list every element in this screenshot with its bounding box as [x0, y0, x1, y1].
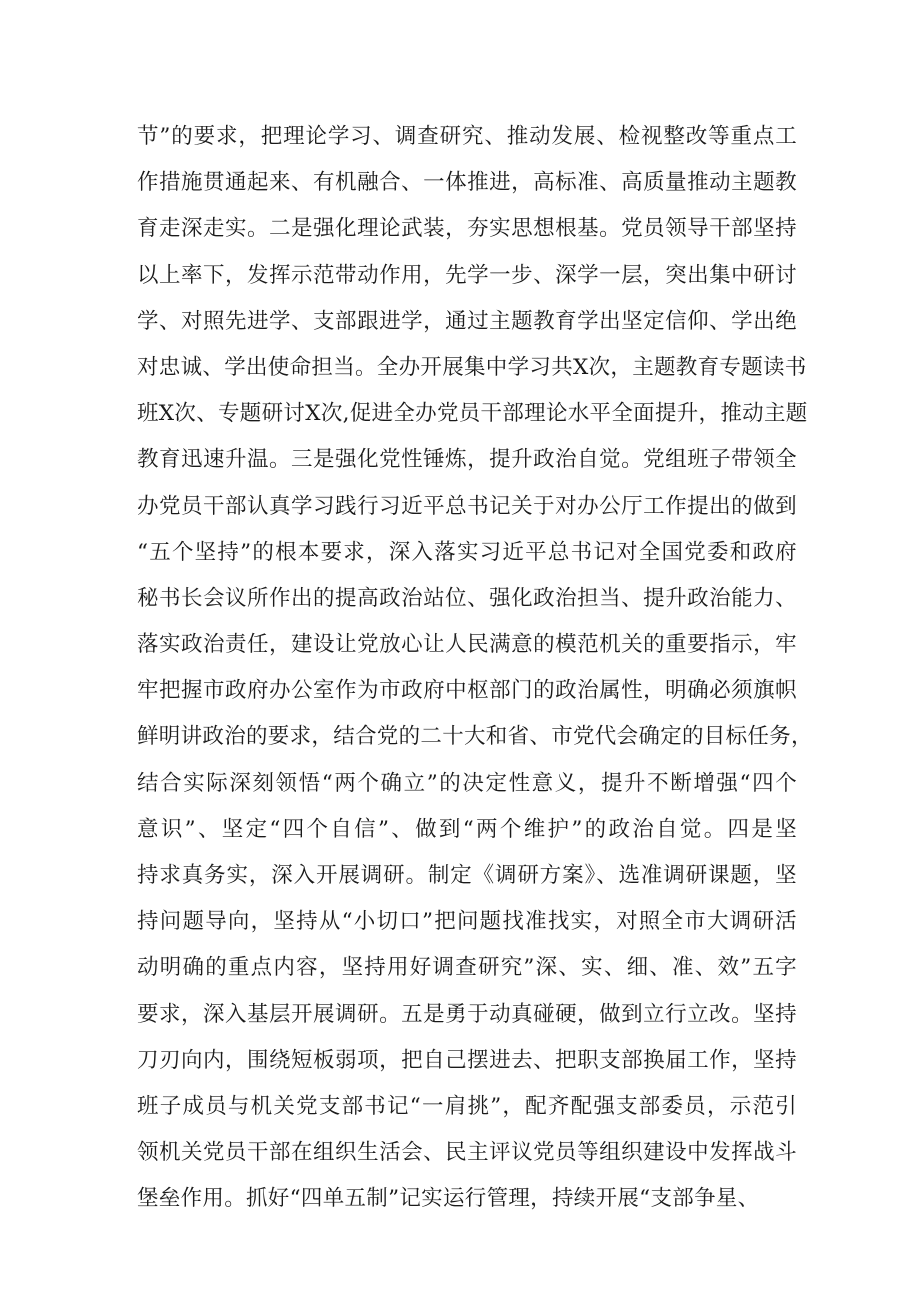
text-line: 作措施贯通起来、有机融合、一体推进，高标准、高质量推动主题教: [137, 170, 797, 196]
text-line: 以上率下，发挥示范带动作用，先学一步、深学一层，突出集中研讨: [137, 262, 797, 288]
text-line: 要求，深入基层开展调研。五是勇于动真碰硬，做到立行立改。坚持: [137, 1001, 797, 1027]
text-line: 刀刃向内，围绕短板弱项，把自己摆进去、把职支部换届工作，坚持: [137, 1047, 797, 1073]
body-paragraph: [137, 114, 813, 1223]
text-line: 班子成员与机关党支部书记“一肩挑”，配齐配强支部委员，示范引: [137, 1093, 797, 1119]
text-line: 领机关党员干部在组织生活会、民主评议党员等组织建设中发挥战斗: [137, 1140, 797, 1166]
text-line: 持问题导向，坚持从“小切口”把问题找准找实，对照全市大调研活: [137, 909, 797, 935]
text-line: 堡垒作用。抓好“四单五制”记实运行管理，持续开展“支部争星、: [137, 1186, 760, 1212]
text-line: 鲜明讲政治的要求，结合党的二十大和省、市党代会确定的目标任务，: [137, 724, 813, 750]
text-line: 节”的要求，把理论学习、调查研究、推动发展、检视整改等重点工: [137, 124, 797, 149]
text-line: 对忠诚、学出使命担当。全办开展集中学习共X次，主题教育专题读书: [137, 354, 807, 380]
text-line: 动明确的重点内容，坚持用好调查研究”深、实、细、准、效”五字: [137, 955, 797, 981]
text-line: 持求真务实，深入开展调研。制定《调研方案》、选准调研课题，坚: [137, 863, 797, 888]
text-line: 结合实际深刻领悟“两个确立”的决定性意义，提升不断增强“四个: [137, 770, 797, 796]
text-line: 落实政治责任，建设让党放心让人民满意的模范机关的重要指示，牢: [137, 632, 797, 658]
text-line: 意识”、坚定“四个自信”、做到“两个维护”的政治自觉。四是坚: [137, 816, 797, 842]
text-line: 牢把握市政府办公室作为市政府中枢部门的政治属性，明确必须旗帜: [137, 678, 797, 704]
text-line: 育走深走实。二是强化理论武装，夯实思想根基。党员领导干部坚持: [137, 216, 797, 242]
text-line: 班X次、专题研讨X次,促进全办党员干部理论水平全面提升，推动主题: [137, 401, 808, 427]
text-line: 办党员干部认真学习践行习近平总书记关于对办公厅工作提出的做到: [137, 493, 797, 519]
text-line: 秘书长会议所作出的提高政治站位、强化政治担当、提升政治能力、: [137, 585, 797, 611]
text-line: 教育迅速升温。三是强化党性锤炼，提升政治自觉。党组班子带领全: [137, 447, 797, 473]
text-line: 学、对照先进学、支部跟进学，通过主题教育学出坚定信仰、学出绝: [137, 308, 797, 334]
text-line: “五个坚持”的根本要求，深入落实习近平总书记对全国党委和政府: [137, 539, 797, 565]
